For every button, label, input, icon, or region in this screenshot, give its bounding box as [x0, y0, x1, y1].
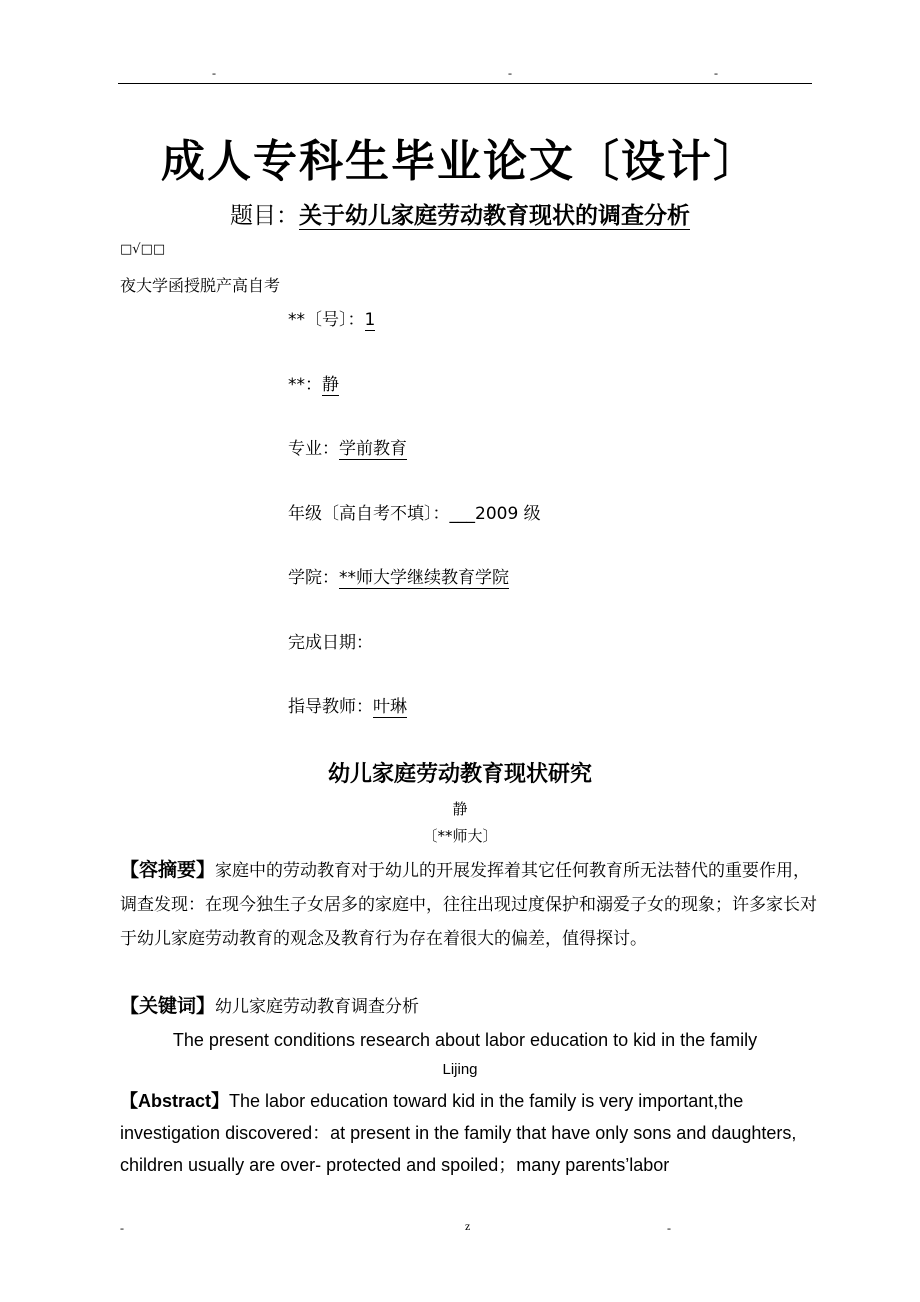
- field-grade: [288, 499, 541, 524]
- keywords-text: 幼儿家庭劳动教育调查分析: [215, 997, 420, 1017]
- school-type: 夜大学函授脱产高自考: [120, 276, 281, 295]
- field-value: 学前教育: [339, 439, 407, 459]
- field-label: **〔号〕：: [288, 310, 365, 330]
- checkbox-line: □√□□: [120, 242, 166, 257]
- field-label: 学院：: [288, 568, 339, 588]
- topic-line: [0, 197, 920, 230]
- field-advisor: [288, 692, 407, 717]
- english-title: The present conditions research about labor education to kid in the family: [172, 1030, 758, 1050]
- field-value: 1: [364, 310, 376, 330]
- header-mark-left: -: [212, 66, 216, 80]
- keywords-paragraph: [120, 989, 820, 1024]
- page-title: 成人专科生毕业论文〔设计〕: [161, 136, 759, 187]
- paper-author: 静: [452, 800, 468, 818]
- field-value: 静: [322, 375, 339, 395]
- abstract-text: 家庭中的劳动教育对于幼儿的开展发挥着其它任何教育所无法替代的重要作用，调查发现：在现今独生子女居多的家庭中，往往出现过度保护和溺爱子女的现象；许多家长对于幼儿家庭劳动教育的观念及教育行为存在着很大的偏差，值得探讨。: [120, 861, 817, 949]
- field-label: 指导教师：: [288, 697, 373, 717]
- field-college: [288, 563, 509, 588]
- field-value: ___2009 级: [449, 504, 541, 524]
- field-label: 专业：: [288, 439, 339, 459]
- english-abstract-text: The labor education toward kid in the family is very important,the investigation discovered：at present in the family that have only sons and daughters, children usually are over- protected and spoiled；many parents’labor: [120, 1091, 797, 1175]
- paper-title: 幼儿家庭劳动教育现状研究: [327, 762, 592, 787]
- field-label: 完成日期：: [288, 633, 373, 653]
- keywords-tag: 【关键词】: [120, 995, 216, 1017]
- header-mark-center: -: [508, 66, 512, 80]
- field-value: 叶琳: [373, 697, 407, 717]
- english-abstract-tag: 【Abstract】: [120, 1091, 230, 1111]
- header-mark-right: -: [714, 66, 718, 80]
- field-completion-date: [288, 628, 373, 653]
- topic-value: 关于幼儿家庭劳动教育现状的调查分析: [299, 203, 690, 229]
- paper-affiliation: 〔**师大〕: [422, 827, 498, 845]
- field-major: [288, 434, 407, 459]
- field-student-id: [288, 305, 375, 330]
- field-label: 年级〔高自考不填〕：: [288, 504, 450, 524]
- header-rule: [118, 83, 812, 84]
- footer-mark-right: -: [667, 1221, 671, 1235]
- field-label: **：: [288, 375, 322, 395]
- abstract-tag: 【容摘要】: [120, 859, 216, 881]
- topic-label: 题目：: [230, 203, 299, 229]
- field-name: [288, 370, 339, 395]
- footer-mark-left: -: [120, 1221, 124, 1235]
- footer-mark-center: z: [465, 1219, 471, 1233]
- english-abstract-paragraph: [120, 1085, 820, 1181]
- abstract-paragraph: [120, 853, 820, 956]
- field-value: **师大学继续教育学院: [339, 568, 509, 588]
- english-author: Lijing: [442, 1061, 478, 1078]
